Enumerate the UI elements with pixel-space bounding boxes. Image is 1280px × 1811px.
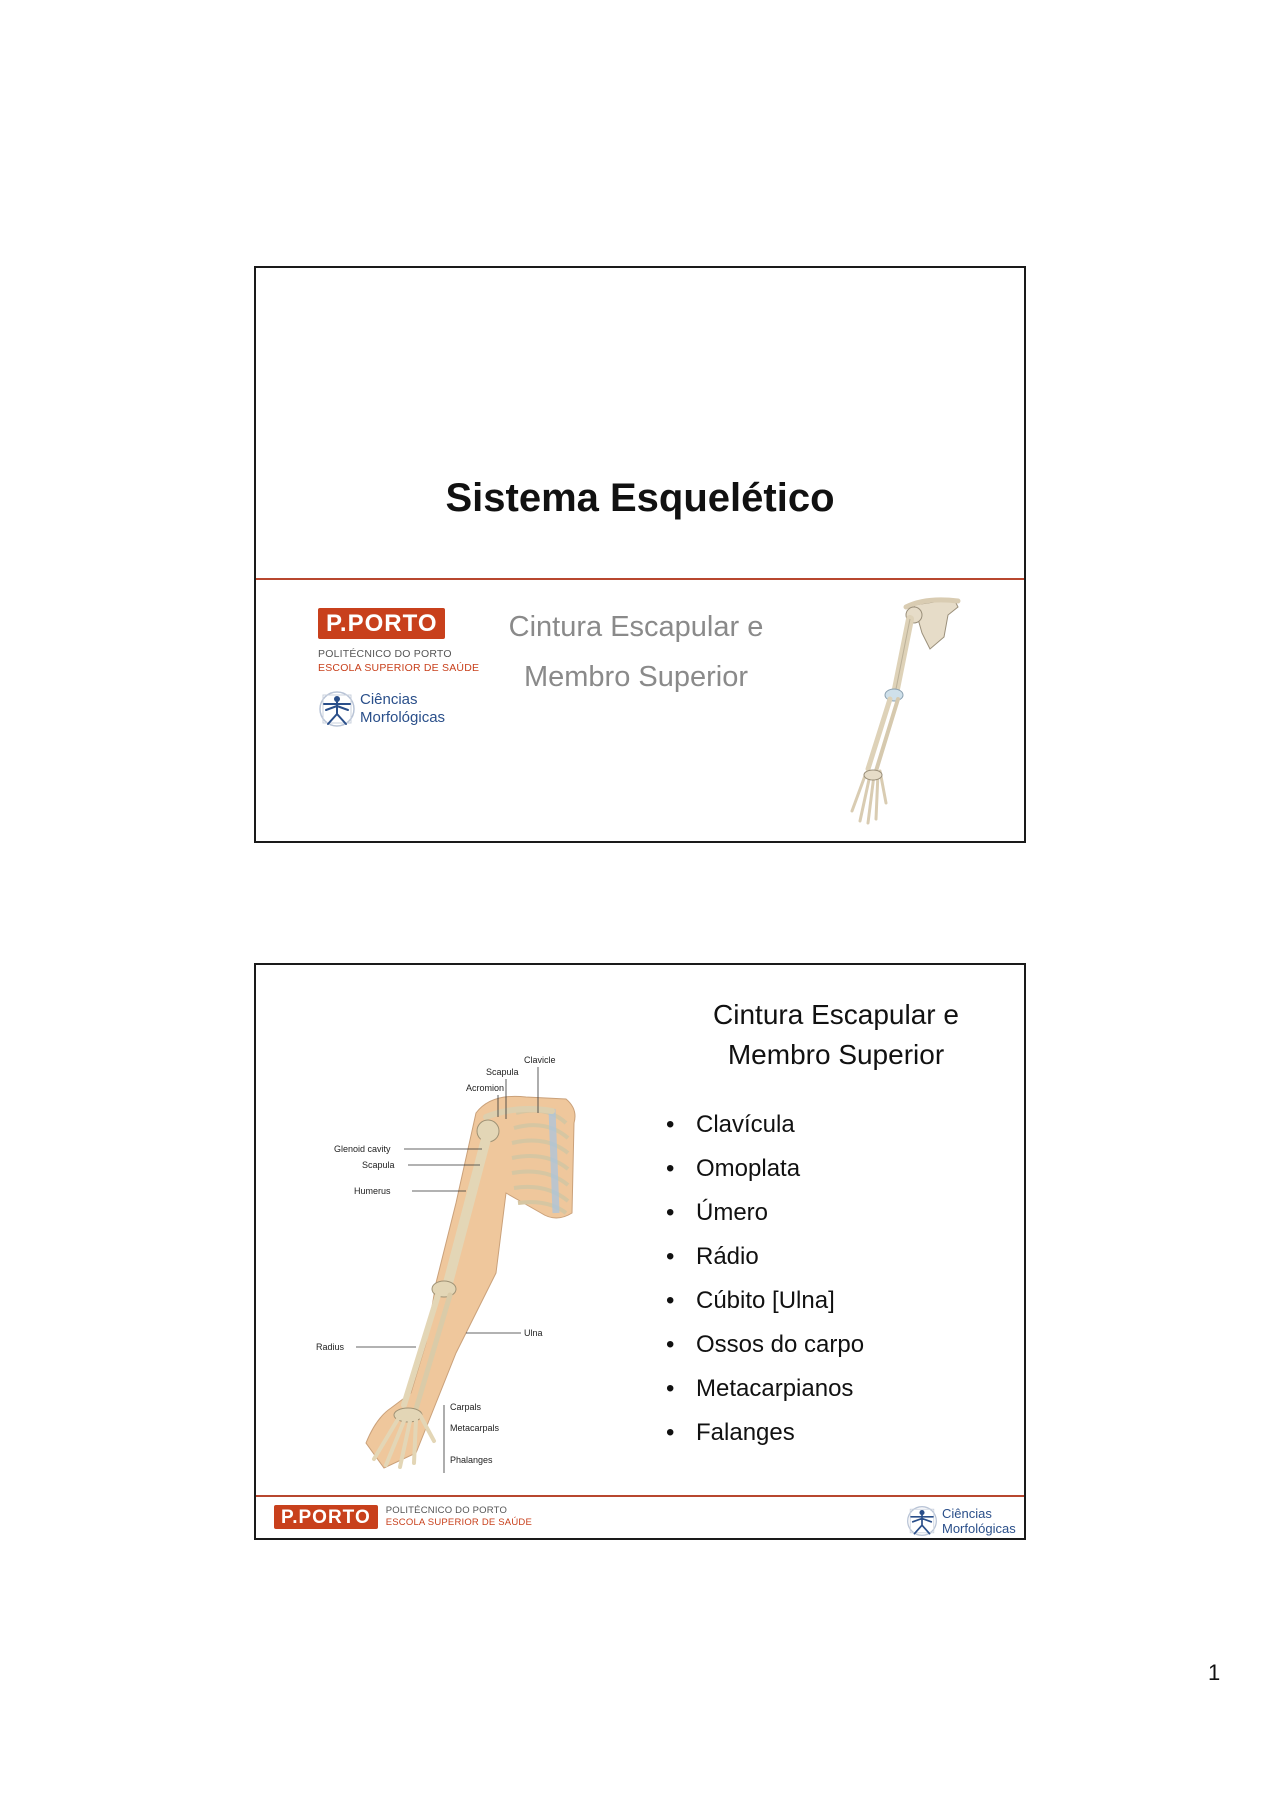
list-item: • Ossos do carpo — [666, 1331, 865, 1358]
list-item: • Cúbito [Ulna] — [666, 1287, 835, 1314]
arm-skeleton-illustration — [826, 593, 976, 833]
list-item: • Falanges — [666, 1419, 795, 1446]
pporto-caption-line2: ESCOLA SUPERIOR DE SAÚDE — [318, 662, 480, 674]
cm-text-line2: Morfológicas — [942, 1521, 1016, 1536]
slide-divider — [256, 578, 1024, 580]
cm-text-line1: Ciências — [942, 1506, 992, 1521]
page-number: 1 — [1208, 1660, 1221, 1685]
cm-text-line2: Morfológicas — [360, 709, 446, 726]
slide-title — [254, 266, 1026, 843]
label-clavicle: Clavicle — [524, 1055, 556, 1065]
bone-list — [666, 1103, 864, 1455]
pporto-badge: P.PORTO — [318, 608, 445, 639]
slide-title-heading: Sistema Esquelético — [445, 476, 835, 520]
pporto-caption — [386, 1505, 532, 1529]
ciencias-morfologicas-logo — [318, 690, 445, 728]
list-item: • Omoplata — [666, 1155, 801, 1182]
pporto-caption-line1: POLITÉCNICO DO PORTO — [385, 1505, 508, 1516]
footer-ciencias-morfologicas-logo — [906, 1505, 1016, 1537]
slide2-title — [656, 995, 1016, 1075]
list-item: • Rádio — [666, 1243, 759, 1270]
pporto-caption-line1: POLITÉCNICO DO PORTO — [318, 648, 452, 660]
slide2-title-line1: Cintura Escapular e — [713, 999, 959, 1030]
vitruvian-icon — [318, 690, 356, 728]
slide2-footer-divider — [256, 1495, 1024, 1497]
pporto-logo — [318, 608, 479, 675]
label-scapula: Scapula — [362, 1160, 395, 1170]
label-glenoid: Glenoid cavity — [334, 1144, 391, 1154]
arm-anatomy-figure — [316, 1013, 676, 1473]
label-scapula-top: Scapula — [486, 1067, 519, 1077]
slide-subtitle — [486, 602, 786, 702]
subtitle-line2: Membro Superior — [523, 661, 749, 693]
cm-text-line1: Ciências — [360, 691, 418, 708]
label-phalanges: Phalanges — [450, 1455, 493, 1465]
label-radius: Radius — [316, 1342, 345, 1352]
list-item: • Úmero — [666, 1199, 769, 1226]
label-acromion: Acromion — [466, 1083, 505, 1093]
label-ulna: Ulna — [524, 1328, 543, 1338]
ciencias-morfologicas-text — [942, 1506, 1016, 1536]
subtitle-line1: Cintura Escapular e — [508, 611, 764, 643]
slide2-title-line2: Membro Superior — [727, 1039, 945, 1070]
label-humerus: Humerus — [354, 1186, 391, 1196]
pporto-caption-line2: ESCOLA SUPERIOR DE SAÚDE — [385, 1517, 533, 1528]
list-item: • Clavícula — [666, 1111, 795, 1138]
pporto-caption — [318, 647, 479, 675]
ciencias-morfologicas-text — [360, 691, 445, 727]
slide-upper-limb — [254, 963, 1026, 1540]
footer-pporto-logo — [274, 1505, 532, 1529]
list-item: • Metacarpianos — [666, 1375, 854, 1402]
label-carpals: Carpals — [450, 1402, 482, 1412]
label-metacarpals: Metacarpals — [450, 1423, 500, 1433]
pporto-badge: P.PORTO — [274, 1505, 378, 1529]
vitruvian-icon — [906, 1505, 938, 1537]
